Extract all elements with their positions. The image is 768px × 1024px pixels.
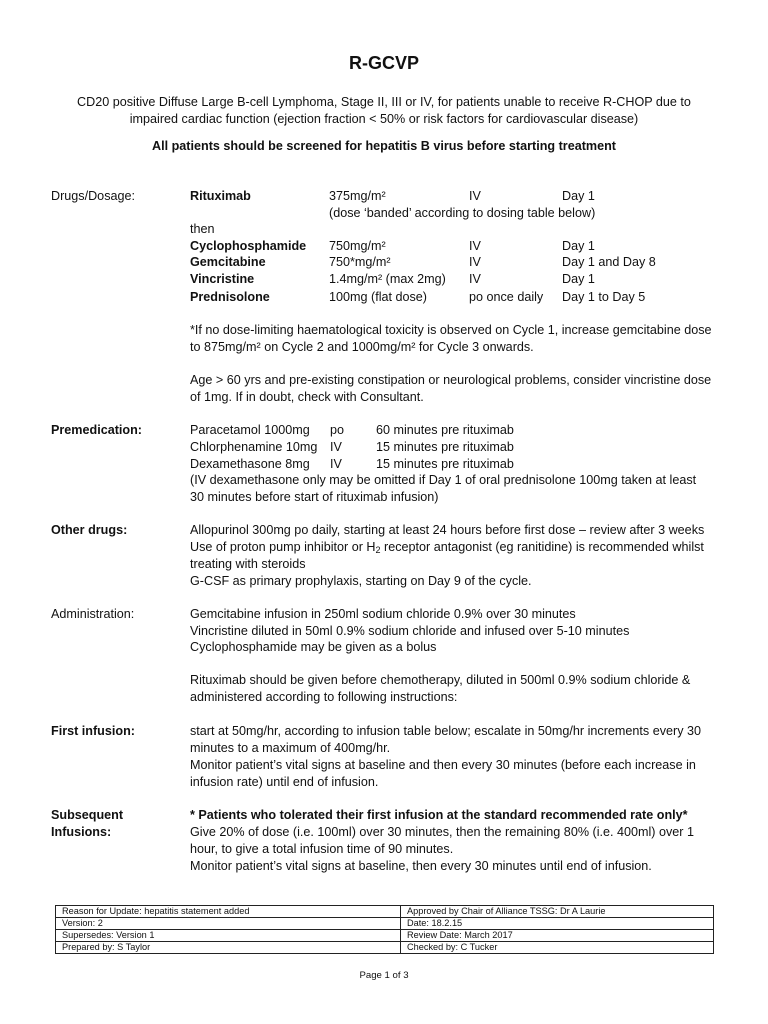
screening-note: All patients should be screened for hepatitis B virus before starting treatment [152, 139, 616, 153]
other-drugs-line: treating with steroids [190, 557, 306, 571]
vincristine-note-line: Age > 60 yrs and pre-existing constipation or neurological problems, consider vincristine dose [190, 373, 712, 387]
drug-day: Day 1 [562, 272, 595, 286]
table-cell: Checked by: C Tucker [401, 942, 714, 954]
drug-dose: 750mg/m² [329, 239, 386, 253]
table-row [56, 918, 714, 930]
other-drugs-label: Other drugs: [51, 523, 128, 537]
drug-route: IV [469, 255, 481, 269]
subsequent-line: Give 20% of dose (i.e. 100ml) over 30 minutes, then the remaining 80% (i.e. 400ml) over 1 [190, 825, 695, 839]
administration-line: Vincristine diluted in 50ml 0.9% sodium chloride and infused over 5-10 minutes [190, 624, 630, 638]
page-number: Page 1 of 3 [359, 970, 409, 981]
first-infusion-line: minutes to a maximum of 400mg/hr. [190, 741, 391, 755]
drug-name: Prednisolone [190, 290, 270, 304]
table-cell: Reason for Update: hepatitis statement added [56, 906, 401, 918]
subsequent-label: Infusions: [51, 825, 112, 839]
premed-route: IV [330, 440, 342, 454]
drug-dose: 750*mg/m² [329, 255, 391, 269]
rituximab-instruction-line: administered according to following instructions: [190, 690, 458, 704]
indication-line-2: impaired cardiac function (ejection fraction < 50% or risk factors for cardiovascular disease) [129, 112, 639, 126]
drug-day: Day 1 [562, 239, 595, 253]
drugs-dosage-label: Drugs/Dosage: [51, 189, 135, 203]
premed-drug: Chlorphenamine 10mg [190, 440, 318, 454]
table-cell: Supersedes: Version 1 [56, 930, 401, 942]
premed-drug: Paracetamol 1000mg [190, 423, 310, 437]
document-control-table [55, 905, 714, 954]
drug-day: Day 1 to Day 5 [562, 290, 646, 304]
table-row [56, 906, 714, 918]
gemcitabine-note-line: *If no dose-limiting haematological toxicity is observed on Cycle 1, increase gemcitabine dose [190, 323, 712, 337]
subsequent-heading: * Patients who tolerated their first infusion at the standard recommended rate only* [190, 808, 688, 822]
first-infusion-line: start at 50mg/hr, according to infusion table below; escalate in 50mg/hr increments every 30 [190, 724, 702, 738]
gemcitabine-note-line: to 875mg/m² on Cycle 2 and 1000mg/m² for Cycle 3 onwards. [190, 340, 534, 354]
drug-route: po once daily [469, 290, 544, 304]
drug-dose: 375mg/m² [329, 189, 386, 203]
premed-note-line: 30 minutes before start of rituximab infusion) [190, 490, 439, 504]
table-cell: Date: 18.2.15 [401, 918, 714, 930]
drug-dose: 100mg (flat dose) [329, 290, 428, 304]
drug-route: IV [469, 189, 481, 203]
table-cell: Approved by Chair of Alliance TSSG: Dr A Laurie [401, 906, 714, 918]
indication-line-1: CD20 positive Diffuse Large B-cell Lymphoma, Stage II, III or IV, for patients unable to receive R-CHOP due to [77, 95, 691, 109]
drug-name: Vincristine [190, 272, 255, 286]
premedication-label: Premedication: [51, 423, 142, 437]
premed-drug: Dexamethasone 8mg [190, 457, 310, 471]
subsequent-line: Monitor patient’s vital signs at baseline, then every 30 minutes until end of infusion. [190, 859, 652, 873]
table-cell: Prepared by: S Taylor [56, 942, 401, 954]
premed-timing: 60 minutes pre rituximab [376, 423, 514, 437]
drug-name: Cyclophosphamide [190, 239, 307, 253]
administration-label: Administration: [51, 607, 135, 621]
drug-day: Day 1 [562, 189, 595, 203]
premed-timing: 15 minutes pre rituximab [376, 440, 514, 454]
other-drugs-line: Allopurinol 300mg po daily, starting at least 24 hours before first dose – review after 3 weeks [190, 523, 705, 537]
other-drugs-line: G-CSF as primary prophylaxis, starting on Day 9 of the cycle. [190, 574, 532, 588]
drug-day: Day 1 and Day 8 [562, 255, 656, 269]
subsequent-line: hour, to give a total infusion time of 90 minutes. [190, 842, 454, 856]
drug-name: Gemcitabine [190, 255, 266, 269]
rituximab-instruction-line: Rituximab should be given before chemotherapy, diluted in 500ml 0.9% sodium chloride & [190, 673, 691, 687]
table-cell: Review Date: March 2017 [401, 930, 714, 942]
drug-dose: 1.4mg/m² (max 2mg) [329, 272, 446, 286]
vincristine-note-line: of 1mg. If in doubt, check with Consultant. [190, 390, 424, 404]
drug-route: IV [469, 239, 481, 253]
premed-note-line: (IV dexamethasone only may be omitted if Day 1 of oral prednisolone 100mg taken at least [190, 473, 697, 487]
drug-route: IV [469, 272, 481, 286]
administration-line: Gemcitabine infusion in 250ml sodium chloride 0.9% over 30 minutes [190, 607, 576, 621]
premed-route: IV [330, 457, 342, 471]
table-row [56, 942, 714, 954]
premed-route: po [330, 423, 345, 437]
first-infusion-label: First infusion: [51, 724, 135, 738]
premed-timing: 15 minutes pre rituximab [376, 457, 514, 471]
table-row [56, 930, 714, 942]
then-label: then [190, 222, 215, 236]
other-drugs-line: Use of proton pump inhibitor or $H_2$ receptor antagonist (eg ranitidine) is recommended whilst [190, 540, 704, 555]
drug-name: Rituximab [190, 189, 251, 203]
first-infusion-line: infusion rate) until end of infusion. [190, 775, 379, 789]
administration-line: Cyclophosphamide may be given as a bolus [190, 640, 437, 654]
table-cell: Version: 2 [56, 918, 401, 930]
first-infusion-line: Monitor patient’s vital signs at baseline and then every 30 minutes (before each increase in [190, 758, 696, 772]
page-title: R-GCVP [348, 53, 419, 73]
subsequent-label: Subsequent [51, 808, 124, 822]
banded-note: (dose ‘banded’ according to dosing table below) [329, 206, 596, 220]
